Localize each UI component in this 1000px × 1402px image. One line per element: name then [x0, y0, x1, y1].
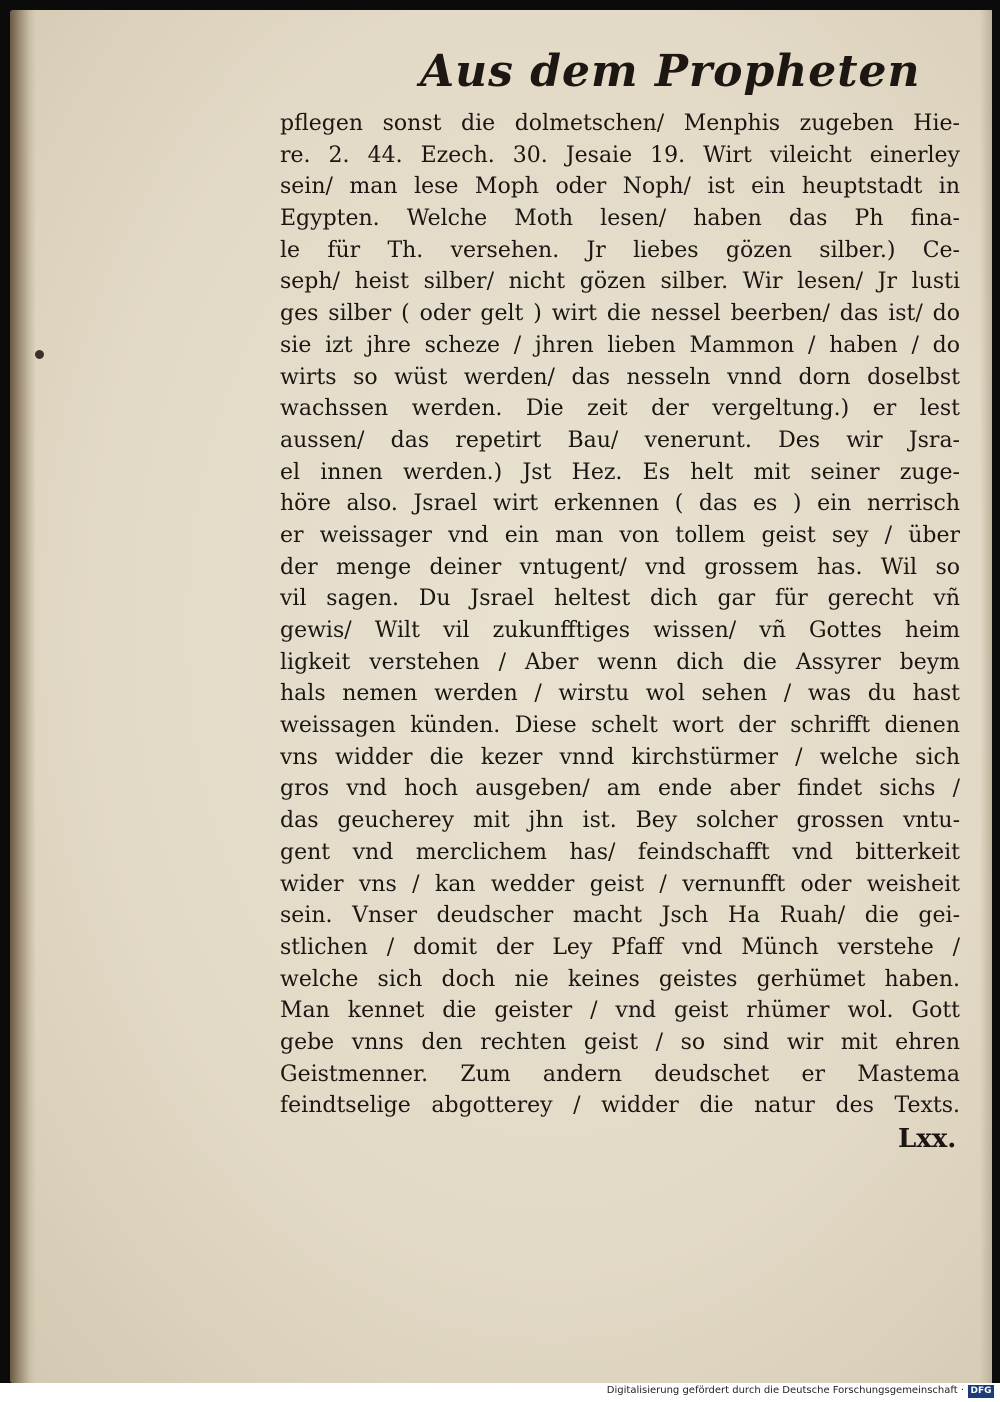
text-line: ges silber ( oder gelt ) wirt die nessel beerben/ das ist/ do — [280, 301, 960, 327]
text-line: gewis/ Wilt vil zukunfftiges wissen/ vñ Gottes heim — [280, 618, 960, 643]
body-text — [280, 108, 960, 1122]
text-line: gros vnd hoch ausgeben/ am ende aber findet sichs / — [280, 776, 960, 802]
text-line: Geistmenner. Zum andern deudschet er Mastema — [280, 1061, 960, 1087]
text-line: pflegen sonst die dolmetschen/ Menphis zugeben Hie- — [280, 111, 960, 136]
text-line: wirts so wüst werden/ das nesseln vnnd dorn doselbst — [280, 364, 960, 390]
text-line: hals nemen werden / wirstu wol sehen / was du hast — [280, 681, 960, 707]
text-line: sein/ man lese Moph oder Noph/ ist ein heuptstadt in — [280, 174, 960, 200]
text-line: weissagen künden. Diese schelt wort der schrifft dienen — [280, 713, 960, 739]
text-line: das geucherey mit jhn ist. Bey solcher grossen vntu- — [280, 808, 960, 834]
text-line: sein. Vnser deudscher macht Jsch Ha Ruah/ die gei- — [280, 903, 960, 929]
catchword: Lxx. — [898, 1124, 957, 1154]
text-line: Egypten. Welche Moth lesen/ haben das Ph fina- — [280, 206, 960, 232]
text-line: sie izt jhre scheze / jhren lieben Mammon / haben / do — [280, 332, 960, 358]
text-line: vil sagen. Du Jsrael heltest dich gar für gerecht vñ — [280, 586, 960, 612]
text-line: Man kennet die geister / vnd geist rhümer wol. Gott — [280, 998, 960, 1024]
text-line: wachssen werden. Die zeit der vergeltung.) er lest — [280, 396, 960, 422]
footer-credit: Digitalisierung gefördert durch die Deutsche Forschungsgemeinschaft · — [606, 1385, 964, 1396]
text-line: feindtselige abgotterey / widder die natur des Texts. — [280, 1093, 960, 1119]
text-line: gent vnd merclichem has/ feindschafft vnd bitterkeit — [280, 839, 960, 865]
text-line: gebe vnns den rechten geist / so sind wir mit ehren — [280, 1029, 960, 1055]
text-line: re. 2. 44. Ezech. 30. Jesaie 19. Wirt vileicht einerley — [280, 142, 960, 168]
dfg-logo-icon: DFG — [968, 1385, 994, 1398]
page-edge-shadow — [980, 10, 992, 1383]
text-line: stlichen / domit der Ley Pfaff vnd Münch verstehe / — [280, 934, 960, 960]
text-line: der menge deiner vntugent/ vnd grossem has. Wil so — [280, 554, 960, 580]
text-line: welche sich doch nie keines geistes gerhümet haben. — [280, 966, 960, 992]
text-line: aussen/ das repetirt Bau/ venerunt. Des wir Jsra- — [280, 427, 960, 453]
text-line: höre also. Jsrael wirt erkennen ( das es ) ein nerrisch — [280, 491, 960, 517]
running-head: Aus dem Propheten — [420, 46, 921, 97]
footer-bar — [0, 1383, 1000, 1402]
text-line: vns widder die kezer vnnd kirchstürmer / welche sich — [280, 744, 960, 770]
text-line: seph/ heist silber/ nicht gözen silber. Wir lesen/ Jr lusti — [280, 269, 960, 295]
page-spine-shadow — [10, 10, 36, 1383]
text-line: ligkeit verstehen / Aber wenn dich die Assyrer beym — [280, 649, 960, 675]
text-line: er weissager vnd ein man von tollem geist sey / über — [280, 522, 960, 548]
text-line: le für Th. versehen. Jr liebes gözen silber.) Ce- — [280, 237, 960, 263]
ink-spot — [35, 350, 44, 359]
text-line: el innen werden.) Jst Hez. Es helt mit seiner zuge- — [280, 459, 960, 485]
text-line: wider vns / kan wedder geist / vernunfft oder weisheit — [280, 871, 960, 897]
